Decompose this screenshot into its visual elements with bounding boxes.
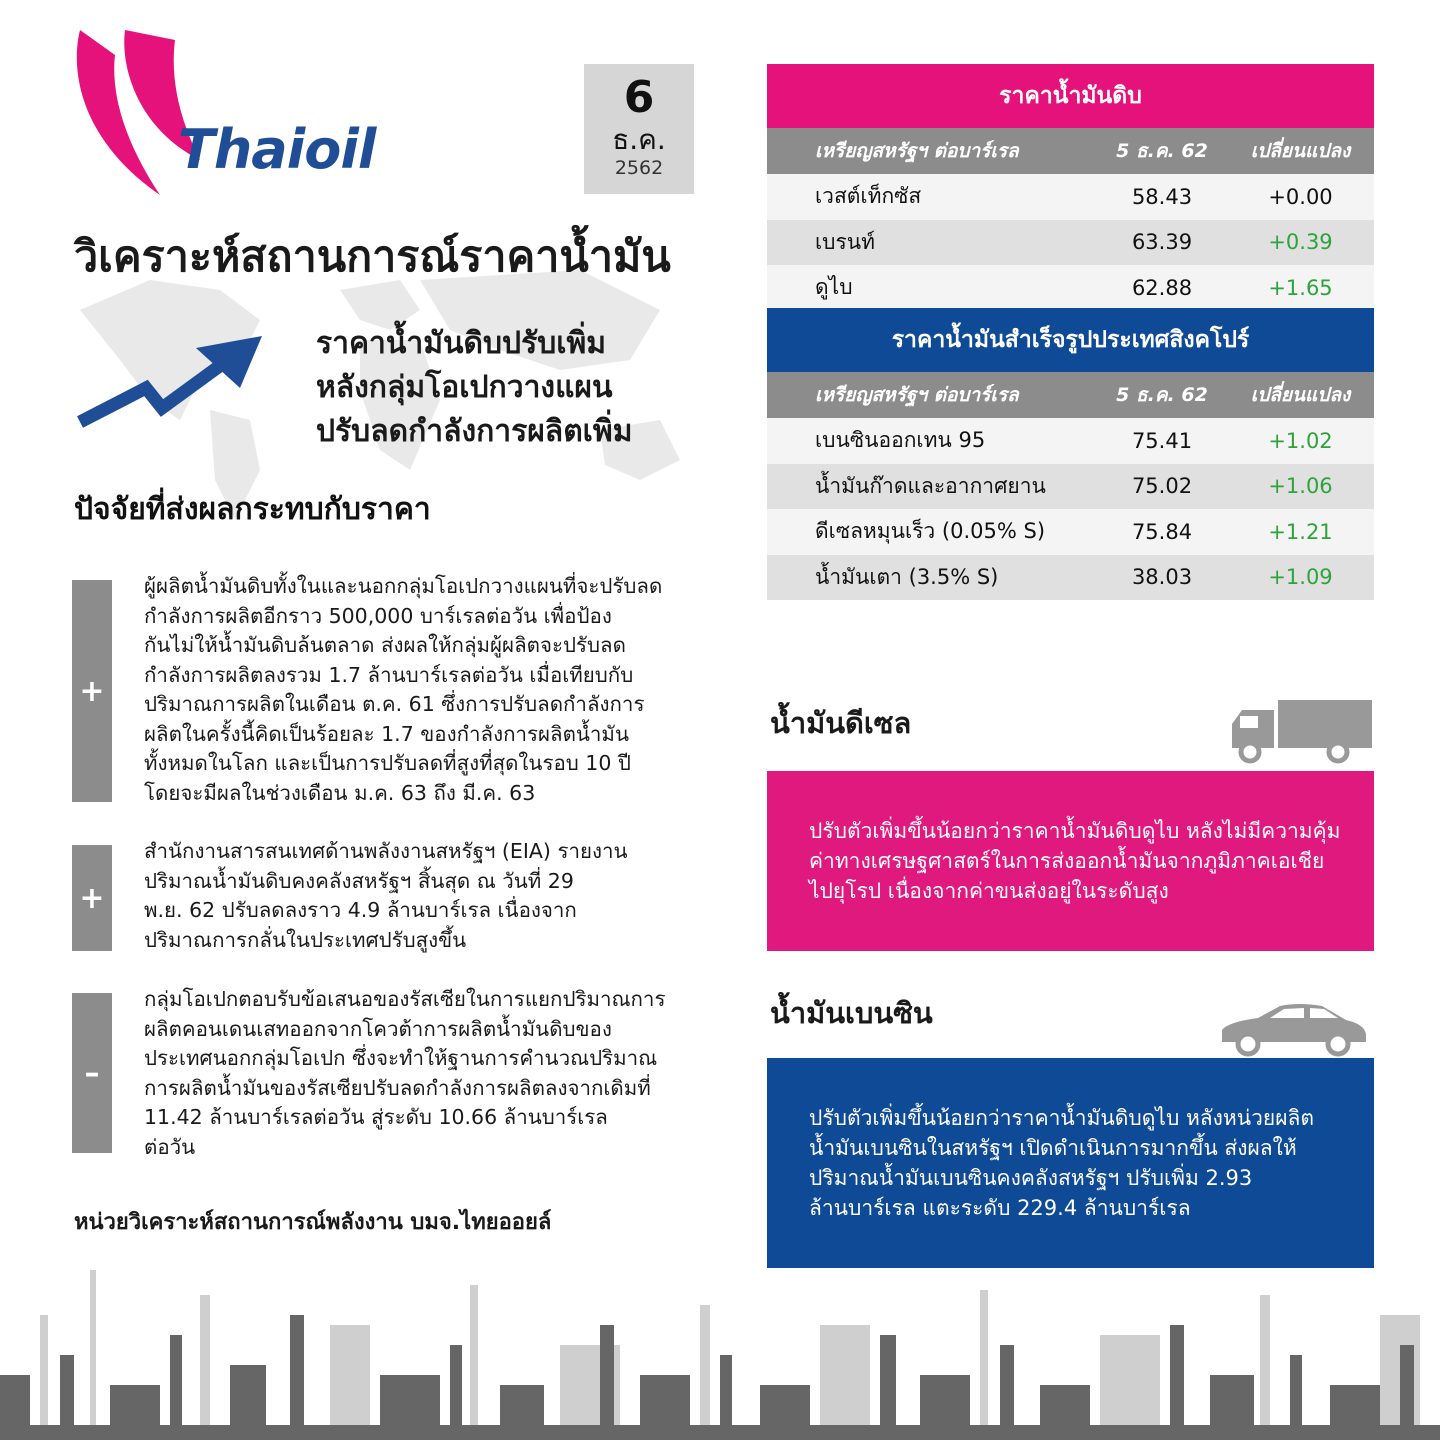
truck-icon bbox=[1228, 700, 1374, 764]
factors-title: ปัจจัยที่ส่งผลกระทบกับราคา bbox=[74, 492, 431, 527]
headline-line: หลังกลุ่มโอเปกวางแผน bbox=[316, 370, 613, 405]
date-box bbox=[584, 64, 694, 194]
diesel-line: ปรับตัวเพิ่มขึ้นน้อยกว่าราคาน้ำมันดิบดูไบ หลังไม่มีความคุ้ม bbox=[809, 819, 1341, 843]
factor-line: ประเทศนอกกลุ่มโอเปก ซึ่งจะทำให้ฐานการคำนวณปริมาณ bbox=[144, 1046, 658, 1070]
row-price: 58.43 bbox=[1131, 184, 1193, 209]
factor-line: 11.42 ล้านบาร์เรลต่อวัน สู่ระดับ 10.66 ล้านบาร์เรล bbox=[144, 1105, 608, 1129]
factor-line: ผู้ผลิตน้ำมันดิบทั้งในและนอกกลุ่มโอเปกวางแผนที่จะปรับลด bbox=[144, 574, 663, 598]
table-row bbox=[767, 174, 1374, 220]
row-change: +0.00 bbox=[1268, 184, 1333, 209]
gasoline-line: ล้านบาร์เรล แตะระดับ 229.4 ล้านบาร์เรล bbox=[809, 1196, 1191, 1220]
row-price: 75.41 bbox=[1131, 428, 1193, 453]
headline-line: ปรับลดกำลังการผลิตเพิ่ม bbox=[316, 414, 633, 449]
row-name: เบรนท์ bbox=[815, 229, 875, 254]
page-title: วิเคราะห์สถานการณ์ราคาน้ำมัน bbox=[74, 232, 671, 282]
row-change: +1.21 bbox=[1268, 519, 1333, 544]
factor-text bbox=[144, 985, 704, 1162]
column-header: 5 ธ.ค. 62 bbox=[1116, 384, 1208, 406]
gasoline-summary-box bbox=[767, 1058, 1374, 1268]
factor-line: ต่อวัน bbox=[144, 1134, 196, 1159]
table-row bbox=[767, 265, 1374, 311]
factor-line: พ.ย. 62 ปรับลดลงราว 4.9 ล้านบาร์เรล เนื่องจาก bbox=[144, 898, 577, 922]
row-price: 62.88 bbox=[1131, 275, 1193, 300]
refinery-skyline-graphic bbox=[0, 1255, 1440, 1440]
trend-up-arrow-icon bbox=[76, 330, 266, 440]
factor-line: โดยจะมีผลในช่วงเดือน ม.ค. 63 ถึง มี.ค. 63 bbox=[144, 780, 536, 805]
crude-price-table bbox=[767, 64, 1374, 311]
row-change: +1.06 bbox=[1268, 474, 1333, 499]
diesel-line: ไปยุโรป เนื่องจากค่าขนส่งอยู่ในระดับสูง bbox=[809, 879, 1169, 903]
factor-item bbox=[72, 987, 666, 1159]
factor-line: กันไม่ให้น้ำมันดิบล้นตลาด ส่งผลให้กลุ่มผู้ผลิตจะปรับลด bbox=[144, 633, 626, 657]
car-icon bbox=[1218, 1000, 1370, 1058]
headline-line: ราคาน้ำมันดิบปรับเพิ่ม bbox=[316, 326, 607, 361]
date-day: 6 bbox=[623, 72, 655, 123]
row-name: ดูไบ bbox=[815, 275, 853, 300]
table-row bbox=[767, 555, 1374, 601]
row-price: 63.39 bbox=[1131, 230, 1193, 255]
row-name: เบนซินออกเทน 95 bbox=[815, 428, 986, 453]
table-row bbox=[767, 220, 1374, 266]
column-header: เหรียญสหรัฐฯ ต่อบาร์เรล bbox=[815, 384, 1019, 406]
table-row bbox=[767, 464, 1374, 510]
crude-table-header bbox=[767, 128, 1374, 174]
factor-line: ปริมาณการผลิตในเดือน ต.ค. 61 ซึ่งการปรับลดกำลังการ bbox=[144, 692, 645, 716]
factor-line: ปริมาณน้ำมันดิบคงคลังสหรัฐฯ สิ้นสุด ณ วันที่ 29 bbox=[144, 868, 574, 893]
row-price: 75.02 bbox=[1131, 474, 1193, 499]
row-name: น้ำมันก๊าดและอากาศยาน bbox=[815, 473, 1046, 498]
diesel-title: น้ำมันดีเซล bbox=[770, 706, 912, 740]
date-year: 2562 bbox=[614, 157, 664, 179]
thaioil-logo-text: Thaioil bbox=[178, 118, 376, 181]
column-header: เปลี่ยนแปลง bbox=[1250, 384, 1351, 406]
row-price: 38.03 bbox=[1131, 565, 1193, 590]
row-name: น้ำมันเตา (3.5% S) bbox=[815, 564, 999, 589]
factor-line: กำลังการผลิตอีกราว 500,000 บาร์เรลต่อวัน เพื่อป้อง bbox=[144, 603, 612, 628]
factor-line: ทั้งหมดในโลก และเป็นการปรับลดที่สูงที่สุดในรอบ 10 ปี bbox=[144, 751, 631, 775]
diesel-summary-box bbox=[767, 771, 1374, 951]
date-month: ธ.ค. bbox=[612, 123, 666, 156]
product-table-header bbox=[767, 372, 1374, 418]
factor-text bbox=[144, 572, 704, 808]
gasoline-line: น้ำมันเบนซินในสหรัฐฯ เปิดดำเนินการมากขึ้น ส่งผลให้ bbox=[809, 1136, 1297, 1160]
factor-item bbox=[72, 839, 628, 952]
gasoline-line: ปรับตัวเพิ่มขึ้นน้อยกว่าราคาน้ำมันดิบดูไบ หลังหน่วยผลิต bbox=[809, 1106, 1315, 1130]
factor-line: ผลิตในครั้งนี้คิดเป็นร้อยละ 1.7 ของกำลังการผลิตน้ำมัน bbox=[144, 721, 629, 746]
gasoline-line: ปริมาณน้ำมันเบนซินคงคลังสหรัฐฯ ปรับเพิ่ม 2.93 bbox=[809, 1166, 1253, 1190]
factor-line: การผลิตน้ำมันของรัสเซียปรับลดกำลังการผลิตลงจากเดิมที่ bbox=[144, 1075, 651, 1100]
factor-sign: + bbox=[72, 845, 112, 951]
singapore-product-table bbox=[767, 308, 1374, 600]
factor-line: สำนักงานสารสนเทศด้านพลังงานสหรัฐฯ (EIA) รายงาน bbox=[144, 839, 628, 863]
row-name: เวสต์เท็กซัส bbox=[815, 184, 922, 209]
row-change: +1.65 bbox=[1268, 275, 1333, 300]
row-name: ดีเซลหมุนเร็ว (0.05% S) bbox=[815, 519, 1046, 544]
diesel-line: ค่าทางเศรษฐศาสตร์ในการส่งออกน้ำมันจากภูมิภาคเอเชีย bbox=[809, 849, 1325, 873]
column-header: เหรียญสหรัฐฯ ต่อบาร์เรล bbox=[815, 140, 1019, 162]
factor-item bbox=[72, 574, 663, 805]
factor-sign: – bbox=[72, 993, 112, 1153]
product-table-title: ราคาน้ำมันสำเร็จรูปประเทศสิงคโปร์ bbox=[767, 308, 1374, 372]
table-row bbox=[767, 418, 1374, 464]
column-header: เปลี่ยนแปลง bbox=[1250, 140, 1351, 162]
footer-unit: หน่วยวิเคราะห์สถานการณ์พลังงาน บมจ.ไทยออยล์ bbox=[74, 1210, 552, 1235]
factor-line: ผลิตคอนเดนเสทออกจากโควต้าการผลิตน้ำมันดิบของ bbox=[144, 1016, 612, 1041]
factor-text bbox=[144, 837, 704, 955]
row-change: +0.39 bbox=[1268, 230, 1333, 255]
factor-line: กลุ่มโอเปกตอบรับข้อเสนอของรัสเซียในการแยกปริมาณการ bbox=[144, 987, 666, 1011]
gasoline-title: น้ำมันเบนซิน bbox=[770, 996, 933, 1030]
factor-line: กำลังการผลิตลงรวม 1.7 ล้านบาร์เรลต่อวัน เมื่อเทียบกับ bbox=[144, 662, 634, 687]
factor-line: ปริมาณการกลั่นในประเทศปรับสูงขึ้น bbox=[144, 927, 467, 952]
headline bbox=[316, 322, 632, 454]
factor-sign: + bbox=[72, 580, 112, 802]
crude-table-title: ราคาน้ำมันดิบ bbox=[767, 64, 1374, 128]
table-row bbox=[767, 509, 1374, 555]
row-price: 75.84 bbox=[1131, 519, 1193, 544]
row-change: +1.09 bbox=[1268, 565, 1333, 590]
row-change: +1.02 bbox=[1268, 428, 1333, 453]
column-header: 5 ธ.ค. 62 bbox=[1116, 140, 1208, 162]
